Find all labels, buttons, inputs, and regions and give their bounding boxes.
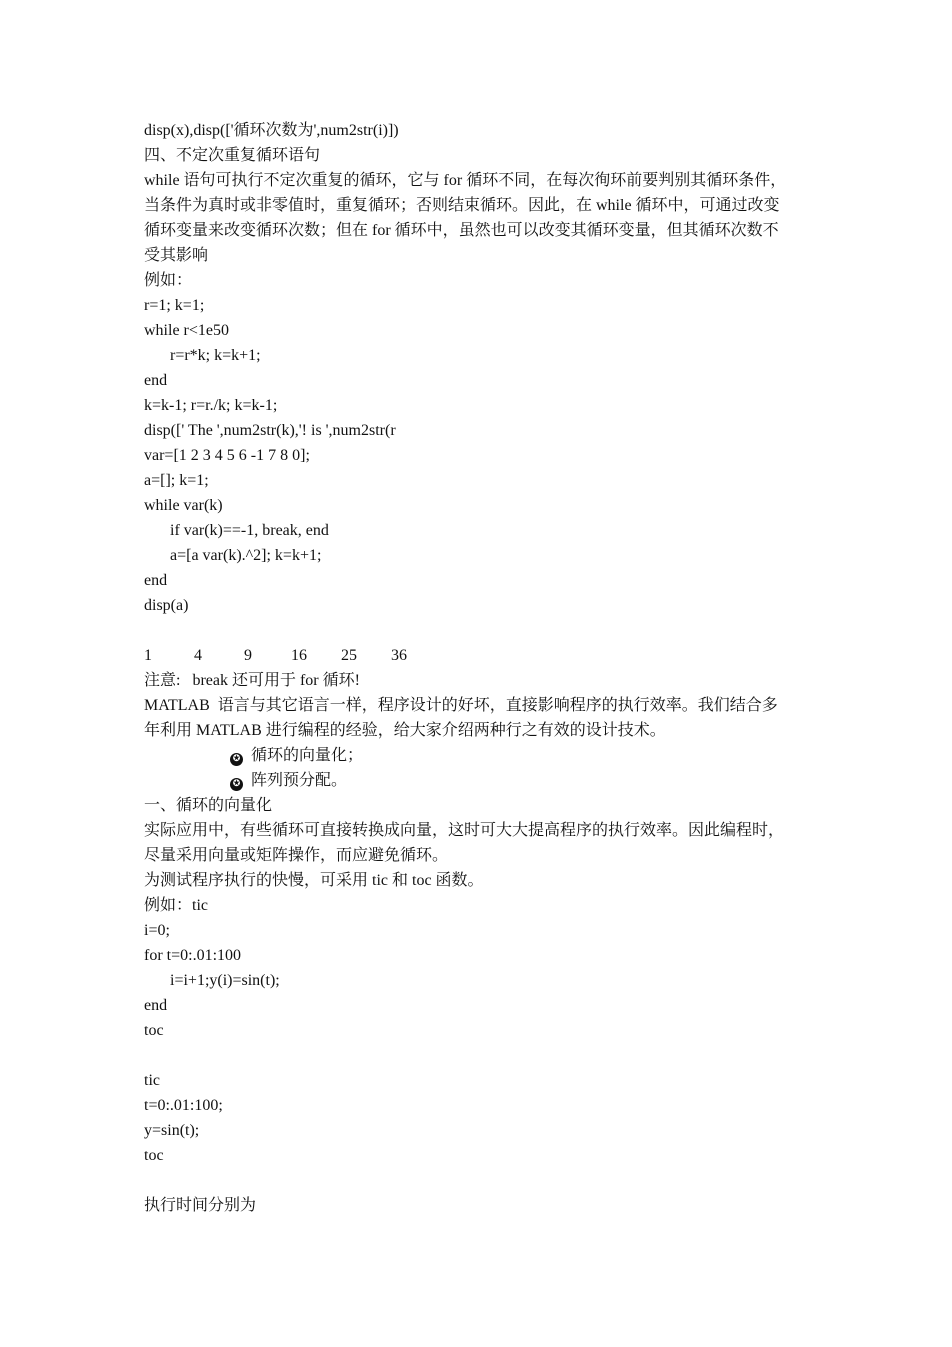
code-line: while var(k) — [144, 497, 223, 514]
paragraph-line: 年利用 MATLAB 进行编程的经验，给大家介绍两种行之有效的设计技术。 — [144, 722, 666, 739]
blank-line — [144, 1043, 812, 1068]
section-heading: 四、不定次重复循环语句 — [144, 147, 321, 164]
code-line: r=1; k=1; — [144, 297, 205, 314]
output-value: 4 — [194, 647, 202, 664]
code-line: i=0; — [144, 922, 170, 939]
document-body — [144, 118, 812, 1218]
paragraph-line: 受其影响 — [144, 247, 209, 264]
bullet-text: 循环的向量化； — [251, 747, 364, 764]
code-line: toc — [144, 1022, 164, 1039]
code-line: disp(x),disp(['循环次数为',num2str(i)]) — [144, 122, 399, 139]
paragraph-line: while 语句可执行不定次重复的循环，它与 for 循环不同，在每次徇环前要判别其循环条件， — [144, 172, 787, 189]
paragraph-line: 当条件为真时或非零值时，重复循环；否则结束循环。因此，在 while 循环中，可通过改变 — [144, 197, 780, 214]
code-line: a=[]; k=1; — [144, 472, 209, 489]
note-line: 注意: break 还可用于 for 循环! — [144, 672, 360, 689]
paragraph-line: MATLAB 语言与其它语言一样，程序设计的好坏，直接影响程序的执行效率。我们结合多 — [144, 697, 778, 714]
code-line: y=sin(t); — [144, 1122, 200, 1139]
output-value: 25 — [341, 647, 357, 664]
paragraph-line: 尽量采用向量或矩阵操作，而应避免循环。 — [144, 847, 449, 864]
code-line: for t=0:.01:100 — [144, 947, 242, 964]
output-value: 16 — [291, 647, 307, 664]
blank-line — [144, 618, 812, 643]
code-line: tic — [144, 1072, 160, 1089]
code-line: if var(k)==-1, break, end — [170, 522, 329, 539]
code-line: end — [144, 572, 168, 589]
paragraph-line: 执行时间分别为 — [144, 1197, 257, 1214]
section-heading: 一、循环的向量化 — [144, 797, 273, 814]
code-line: k=k-1; r=r./k; k=k-1; — [144, 397, 278, 414]
code-line: while r<1e50 — [144, 322, 229, 339]
code-line: disp(a) — [144, 597, 189, 614]
example-label: 例如：tic — [144, 897, 208, 914]
code-line: a=[a var(k).^2]; k=k+1; — [170, 547, 322, 564]
paragraph-line: 实际应用中，有些循环可直接转换成向量，这时可大大提高程序的执行效率。因此编程时， — [144, 822, 785, 839]
code-line: end — [144, 997, 168, 1014]
output-row — [144, 643, 812, 668]
star-bullet-icon: ✪ — [230, 753, 243, 766]
bullet-text: 阵列预分配。 — [251, 772, 348, 789]
paragraph-line: 循环变量来改变循环次数；但在 for 循环中，虽然也可以改变其循环变量，但其循环次数不 — [144, 222, 779, 239]
star-bullet-icon: ✪ — [230, 778, 243, 791]
output-value: 9 — [244, 647, 252, 664]
bullet-item — [144, 768, 812, 793]
output-value: 1 — [144, 647, 152, 664]
code-line: i=i+1;y(i)=sin(t); — [170, 972, 280, 989]
paragraph-line: 为测试程序执行的快慢，可采用 tic 和 toc 函数。 — [144, 872, 484, 889]
code-line: disp([' The ',num2str(k),'! is ',num2str(r — [144, 422, 396, 439]
code-line: t=0:.01:100; — [144, 1097, 223, 1114]
code-line: r=r*k; k=k+1; — [170, 347, 261, 364]
blank-line — [144, 1168, 812, 1193]
code-line: end — [144, 372, 168, 389]
example-label: 例如： — [144, 272, 193, 289]
output-value: 36 — [391, 647, 407, 664]
code-line: toc — [144, 1147, 164, 1164]
bullet-item — [144, 743, 812, 768]
code-line: var=[1 2 3 4 5 6 -1 7 8 0]; — [144, 447, 310, 464]
